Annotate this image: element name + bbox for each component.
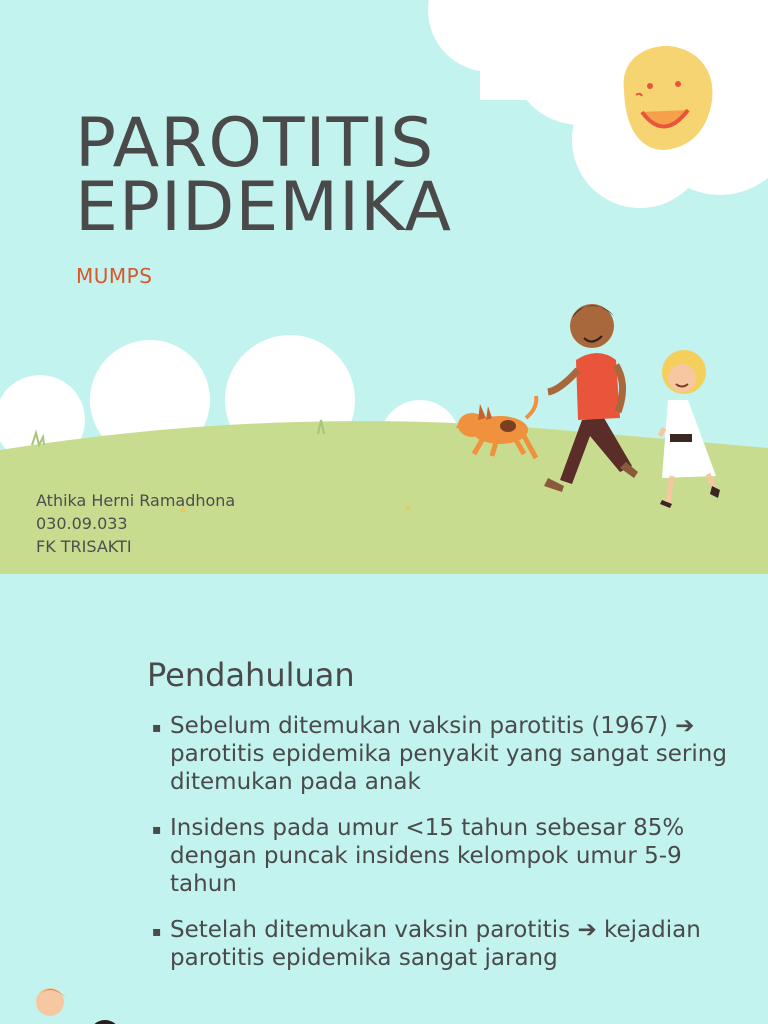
list-item [150, 814, 750, 898]
bullet-icon: ▪ [152, 822, 162, 838]
title-line-2: EPIDEMIKA [75, 168, 452, 247]
presentation-subtitle: MUMPS [76, 264, 153, 288]
cloud-icon [428, 0, 768, 208]
bullet-icon: ▪ [152, 720, 162, 736]
list-item [150, 916, 750, 972]
author-institution: FK TRISAKTI [36, 537, 132, 556]
bullet-text: Setelah ditemukan vaksin parotitis ➔ kejadian parotitis epidemika sangat jarang [170, 917, 701, 971]
bullet-text: Insidens pada umur <15 tahun sebesar 85% dengan puncak insidens kelompok umur 5-9 tahun [170, 815, 685, 897]
bullet-list [150, 712, 750, 990]
next-slide-characters [0, 976, 200, 1024]
author-id: 030.09.033 [36, 514, 128, 533]
bullet-text: Sebelum ditemukan vaksin parotitis (1967) ➔ parotitis epidemika penyakit yang sangat sering ditemukan pada anak [170, 713, 727, 795]
title-line-1: PAROTITIS [75, 104, 435, 183]
author-block [36, 489, 235, 558]
list-item [150, 712, 750, 796]
content-slide [0, 576, 768, 1024]
slide-heading: Pendahuluan [147, 656, 355, 694]
author-name: Athika Herni Ramadhona [36, 491, 236, 510]
presentation-title [75, 104, 452, 247]
bullet-icon: ▪ [152, 924, 162, 940]
